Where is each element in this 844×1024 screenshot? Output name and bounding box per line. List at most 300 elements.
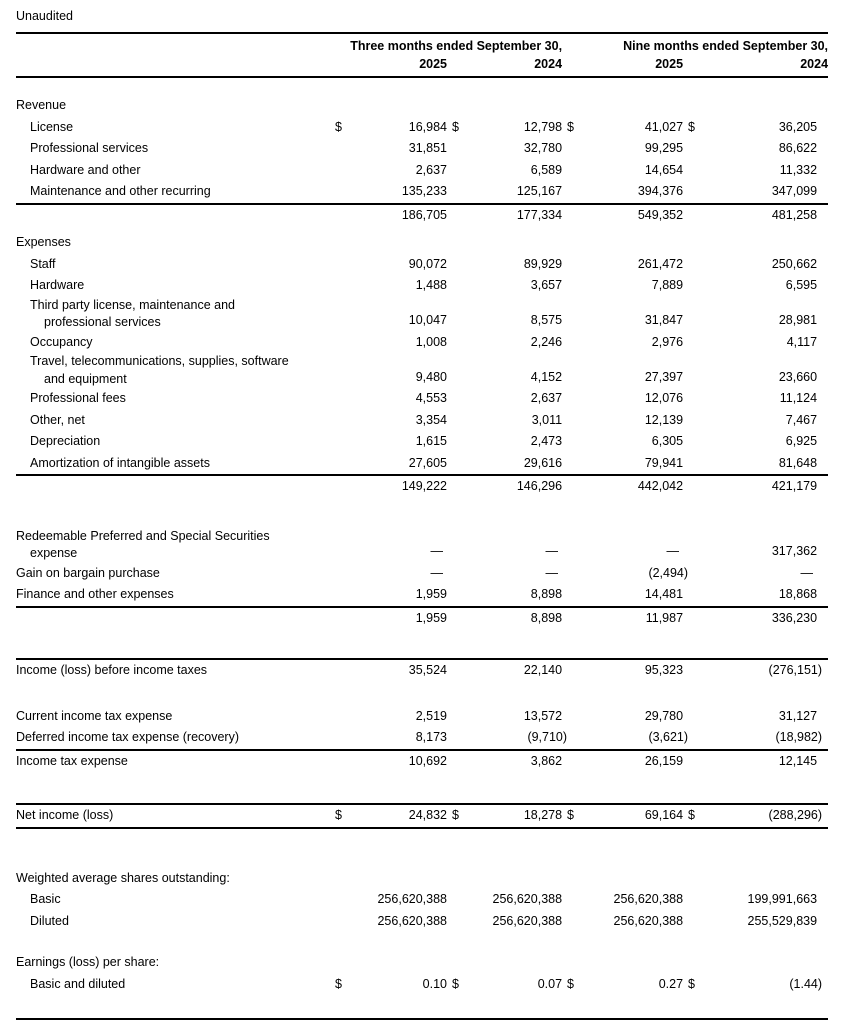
currency-symbol: [447, 528, 467, 563]
cell-value: —: [545, 565, 559, 580]
currency-symbol: [330, 584, 352, 607]
cell-value: [467, 952, 562, 974]
currency-symbol: [447, 431, 467, 453]
cell-value: (2,494): [648, 565, 689, 580]
currency-symbol: [447, 868, 467, 890]
overflow-pad-cell: [817, 607, 828, 630]
table-row: [16, 353, 828, 388]
overflow-pad-cell: [817, 952, 828, 974]
header-empty-cell: [16, 33, 330, 56]
overflow-pad-cell: [817, 297, 828, 332]
currency-symbol: [330, 160, 352, 182]
cell-value: [582, 952, 683, 974]
row-label: Revenue: [16, 98, 67, 112]
cell-value: [703, 868, 817, 890]
cell-value: 18,868: [778, 587, 818, 601]
currency-symbol: $: [567, 976, 574, 991]
cell-value: —: [430, 565, 443, 580]
cell-value: 10,692: [352, 750, 447, 773]
currency-symbol: [562, 528, 582, 563]
cell-value: 26,159: [582, 750, 683, 773]
currency-symbol: [562, 563, 582, 585]
table-row: [16, 659, 828, 682]
year-header: 2025: [582, 56, 683, 78]
currency-symbol: [683, 475, 703, 498]
currency-symbol: [330, 204, 352, 227]
row-label: Occupancy: [30, 334, 93, 349]
currency-symbol: [330, 868, 352, 890]
cell-value: (9,710): [527, 730, 568, 744]
cell-value: [703, 95, 817, 117]
currency-symbol: [330, 706, 352, 728]
currency-symbol: [330, 275, 352, 297]
cell-value: 256,620,388: [492, 892, 563, 906]
cell-value: 41,027: [644, 119, 684, 134]
table-header-years: [16, 56, 828, 78]
cell-value: 81,648: [778, 455, 818, 470]
cell-value: 8,173: [415, 730, 447, 744]
cell-value: 149,222: [352, 475, 447, 498]
spacer-cell: [16, 828, 828, 868]
currency-symbol: [447, 410, 467, 432]
currency-symbol: [447, 475, 467, 498]
currency-symbol: [447, 659, 467, 682]
cell-value: 27,605: [408, 455, 447, 470]
table-row: [16, 204, 828, 227]
cell-value: 256,620,388: [377, 892, 447, 906]
cell-value: (18,982): [775, 730, 823, 744]
currency-symbol: [683, 254, 703, 276]
row-label: Professional services: [30, 141, 149, 155]
currency-symbol: [683, 56, 703, 78]
cell-value: 6,595: [785, 278, 818, 292]
row-label: Depreciation: [30, 434, 101, 448]
cell-value: [352, 95, 447, 117]
currency-symbol: [562, 868, 582, 890]
currency-symbol: [562, 254, 582, 276]
currency-symbol: [330, 453, 352, 476]
currency-symbol: $: [452, 119, 459, 134]
cell-value: 3,657: [530, 278, 563, 292]
currency-symbol: [447, 332, 467, 354]
currency-symbol: [562, 410, 582, 432]
currency-symbol: [562, 706, 582, 728]
cell-value: 86,622: [778, 141, 818, 155]
currency-symbol: [562, 275, 582, 297]
row-label: Net income (loss): [16, 804, 330, 828]
currency-symbol: [330, 56, 352, 78]
year-header: 2024: [703, 56, 828, 78]
cell-value: 12,139: [644, 412, 684, 427]
cell-value: 8,898: [530, 587, 563, 601]
currency-symbol: [330, 138, 352, 160]
overflow-pad-cell: [817, 868, 828, 890]
spacer-row: [16, 629, 828, 659]
currency-symbol: [683, 232, 703, 254]
currency-symbol: [562, 453, 582, 476]
cell-value: 36,205: [778, 119, 818, 134]
currency-symbol: $: [335, 119, 342, 134]
currency-symbol: [683, 453, 703, 476]
unaudited-label: Unaudited: [16, 9, 73, 23]
row-label: Diluted: [30, 913, 69, 928]
currency-symbol: [562, 232, 582, 254]
currency-symbol: [447, 160, 467, 182]
statement-body: [16, 77, 828, 1020]
currency-symbol: [447, 275, 467, 297]
cell-value: 23,660: [778, 369, 818, 384]
cell-value: [352, 952, 447, 974]
row-label: Basic and diluted: [30, 976, 126, 991]
cell-value: 14,654: [644, 162, 684, 177]
cell-value: 1,959: [352, 607, 447, 630]
currency-symbol: $: [452, 976, 459, 991]
cell-value: 6,305: [651, 434, 684, 448]
table-row: [16, 889, 828, 911]
spacer-row: [16, 932, 828, 952]
currency-symbol: $: [683, 804, 703, 828]
year-header: 2025: [352, 56, 447, 78]
currency-symbol: [447, 56, 467, 78]
table-row: [16, 584, 828, 607]
currency-symbol: [562, 332, 582, 354]
cell-value: 2,246: [530, 334, 563, 349]
table-row: [16, 750, 828, 773]
currency-symbol: [683, 275, 703, 297]
row-label: Income (loss) before income taxes: [16, 659, 330, 682]
row-label: Hardware and other: [30, 162, 141, 177]
cell-value: [467, 868, 562, 890]
row-label: Finance and other expenses: [16, 587, 174, 601]
row-label: Amortization of intangible assets: [30, 455, 210, 470]
overflow-pad-cell: [817, 95, 828, 117]
currency-symbol: [447, 727, 467, 750]
currency-symbol: [683, 584, 703, 607]
currency-symbol: [447, 297, 467, 332]
spacer-cell: [16, 932, 828, 952]
cell-value: 2,976: [651, 334, 684, 349]
currency-symbol: [447, 181, 467, 204]
cell-value: [703, 952, 817, 974]
currency-symbol: [683, 911, 703, 933]
currency-symbol: [447, 204, 467, 227]
table-row: [16, 232, 828, 254]
currency-symbol: [562, 475, 582, 498]
cell-value: 2,473: [530, 434, 563, 448]
cell-value: 4,553: [415, 391, 447, 405]
row-label: Third party license, maintenance and professional services: [30, 297, 235, 329]
table-row: [16, 138, 828, 160]
cell-value: 250,662: [771, 256, 818, 271]
row-label: Expenses: [16, 235, 71, 249]
overflow-pad-cell: [817, 750, 828, 773]
spacer-row: [16, 682, 828, 706]
overflow-pad-cell: [817, 706, 828, 728]
row-label: Deferred income tax expense (recovery): [16, 730, 240, 744]
spacer-cell: [16, 498, 828, 528]
table-row: [16, 254, 828, 276]
cell-value: 336,230: [703, 607, 817, 630]
overflow-pad-cell: [817, 911, 828, 933]
cell-value: 481,258: [703, 204, 817, 227]
cell-value: 69,164: [582, 804, 683, 828]
income-statement-table: [16, 32, 828, 1020]
currency-symbol: [330, 95, 352, 117]
cell-value: 18,278: [467, 804, 562, 828]
table-row: [16, 974, 828, 996]
table-row: [16, 95, 828, 117]
cell-value: 394,376: [637, 184, 684, 198]
currency-symbol: [562, 181, 582, 204]
cell-value: 7,467: [785, 412, 818, 427]
year-header: 2024: [467, 56, 562, 78]
cell-value: —: [430, 544, 443, 558]
currency-symbol: [562, 889, 582, 911]
cell-value: 12,798: [523, 119, 563, 134]
spacer-row: [16, 828, 828, 868]
cell-value: 90,072: [408, 256, 447, 271]
currency-symbol: [562, 911, 582, 933]
cell-value: 7,889: [651, 278, 684, 292]
cell-value: 24,832: [352, 804, 447, 828]
table-row: [16, 297, 828, 332]
cell-value: 1,959: [415, 587, 447, 601]
currency-symbol: [683, 750, 703, 773]
currency-symbol: [330, 475, 352, 498]
currency-symbol: [330, 727, 352, 750]
row-label: Staff: [30, 256, 56, 271]
currency-symbol: [562, 607, 582, 630]
row-label: Weighted average shares outstanding:: [16, 870, 230, 885]
cell-value: [352, 232, 447, 254]
currency-symbol: [447, 607, 467, 630]
cell-value: 4,152: [530, 369, 563, 384]
table-row: [16, 332, 828, 354]
currency-symbol: [683, 431, 703, 453]
cell-value: 177,334: [467, 204, 562, 227]
cell-value: 99,295: [644, 141, 684, 155]
overflow-pad-cell: [817, 475, 828, 498]
cell-value: 28,981: [778, 313, 818, 327]
cell-value: [582, 868, 683, 890]
cell-value: 31,127: [778, 708, 818, 723]
table-row: [16, 117, 828, 139]
cell-value: 0.10: [422, 976, 447, 991]
cell-value: [467, 95, 562, 117]
table-row: [16, 952, 828, 974]
overflow-pad-cell: [817, 275, 828, 297]
bottom-rule: [16, 1019, 828, 1020]
currency-symbol: [562, 353, 582, 388]
overflow-pad-cell: [817, 353, 828, 388]
cell-value: (288,296): [703, 804, 817, 828]
currency-symbol: [683, 332, 703, 354]
currency-symbol: [683, 297, 703, 332]
overflow-pad-cell: [817, 181, 828, 204]
currency-symbol: [330, 911, 352, 933]
row-label: Current income tax expense: [16, 708, 173, 723]
currency-symbol: [447, 353, 467, 388]
cell-value: [352, 868, 447, 890]
row-label: Maintenance and other recurring: [30, 184, 211, 198]
currency-symbol: [447, 453, 467, 476]
cell-value: (1.44): [789, 976, 823, 991]
currency-symbol: [330, 952, 352, 974]
currency-symbol: [683, 138, 703, 160]
overflow-pad-cell: [817, 388, 828, 410]
cell-value: 27,397: [644, 369, 684, 384]
cell-value: 32,780: [523, 141, 563, 155]
overflow-pad-cell: [817, 563, 828, 585]
currency-symbol: [330, 181, 352, 204]
currency-symbol: [330, 528, 352, 563]
cell-value: (3,621): [648, 730, 689, 744]
cell-value: 1,488: [415, 278, 447, 292]
cell-value: 11,987: [582, 607, 683, 630]
table-row: [16, 868, 828, 890]
currency-symbol: [683, 607, 703, 630]
currency-symbol: [447, 584, 467, 607]
currency-symbol: [447, 254, 467, 276]
col-group-three-months: Three months ended September 30,: [330, 33, 562, 56]
cell-value: 13,572: [523, 708, 563, 723]
currency-symbol: [562, 659, 582, 682]
table-row: [16, 607, 828, 630]
row-label: Gain on bargain purchase: [16, 565, 160, 580]
table-row: [16, 275, 828, 297]
cell-value: 8,898: [467, 607, 562, 630]
table-row: [16, 727, 828, 750]
table-header-groups: [16, 33, 828, 56]
cell-value: 31,851: [408, 141, 447, 155]
spacer-cell: [16, 629, 828, 659]
currency-symbol: [447, 95, 467, 117]
currency-symbol: [447, 232, 467, 254]
currency-symbol: $: [562, 804, 582, 828]
currency-symbol: [562, 56, 582, 78]
currency-symbol: $: [335, 976, 342, 991]
cell-value: 1,008: [415, 334, 447, 349]
row-label: Redeemable Preferred and Special Securities expense: [16, 528, 270, 560]
currency-symbol: [330, 353, 352, 388]
cell-value: 31,847: [644, 313, 684, 327]
cell-value: —: [800, 565, 814, 580]
currency-symbol: [562, 204, 582, 227]
spacer-cell: [16, 1019, 828, 1020]
currency-symbol: [683, 659, 703, 682]
currency-symbol: [683, 952, 703, 974]
overflow-pad-cell: [817, 117, 828, 139]
currency-symbol: [447, 889, 467, 911]
cell-value: [582, 95, 683, 117]
currency-symbol: [683, 528, 703, 563]
cell-value: 0.27: [658, 976, 684, 991]
cell-value: 3,354: [415, 412, 447, 427]
cell-value: —: [545, 544, 559, 558]
currency-symbol: [683, 706, 703, 728]
currency-symbol: [447, 138, 467, 160]
currency-symbol: [330, 563, 352, 585]
table-row: [16, 804, 828, 828]
row-label: Income tax expense: [16, 750, 330, 773]
currency-symbol: [562, 297, 582, 332]
currency-symbol: [562, 95, 582, 117]
row-label: Earnings (loss) per share:: [16, 955, 160, 969]
spacer-cell: [16, 77, 828, 95]
currency-symbol: [447, 706, 467, 728]
cell-value: [582, 232, 683, 254]
spacer-row: [16, 77, 828, 95]
overflow-pad-cell: [817, 584, 828, 607]
cell-value: [467, 232, 562, 254]
cell-value: 95,323: [582, 659, 683, 682]
spacer-cell: [16, 995, 828, 1019]
currency-symbol: [683, 889, 703, 911]
table-row: [16, 706, 828, 728]
cell-value: 199,991,663: [747, 892, 818, 906]
currency-symbol: [562, 750, 582, 773]
cell-value: 79,941: [644, 455, 684, 470]
row-label: [16, 607, 330, 630]
cell-value: 6,589: [530, 162, 563, 177]
currency-symbol: [447, 911, 467, 933]
cell-value: 0.07: [537, 976, 563, 991]
row-label: Basic: [30, 892, 61, 906]
table-row: [16, 388, 828, 410]
currency-symbol: $: [688, 976, 695, 991]
cell-value: 1,615: [415, 434, 447, 448]
cell-value: 12,076: [644, 391, 684, 405]
cell-value: —: [666, 544, 680, 558]
overflow-pad-cell: [817, 160, 828, 182]
currency-symbol: [562, 431, 582, 453]
currency-symbol: [447, 388, 467, 410]
currency-symbol: [683, 204, 703, 227]
overflow-pad-cell: [817, 254, 828, 276]
cell-value: 135,233: [401, 184, 447, 198]
cell-value: 2,519: [415, 708, 447, 723]
cell-value: 442,042: [582, 475, 683, 498]
currency-symbol: [683, 181, 703, 204]
currency-symbol: [683, 868, 703, 890]
cell-value: 549,352: [582, 204, 683, 227]
table-row: [16, 181, 828, 204]
cell-value: 11,124: [779, 391, 818, 405]
currency-symbol: [330, 410, 352, 432]
cell-value: 11,332: [779, 162, 818, 177]
cell-value: 256,620,388: [492, 913, 563, 928]
currency-symbol: [683, 353, 703, 388]
currency-symbol: [562, 160, 582, 182]
header-empty-cell: [16, 56, 330, 78]
cell-value: 10,047: [408, 313, 447, 327]
overflow-pad-cell: [817, 332, 828, 354]
cell-value: 256,620,388: [377, 913, 447, 928]
overflow-pad-cell: [817, 410, 828, 432]
row-label: [16, 204, 330, 227]
row-label: Travel, telecommunications, supplies, software and equipment: [30, 354, 289, 386]
cell-value: 9,480: [415, 369, 447, 384]
cell-value: 2,637: [415, 162, 447, 177]
currency-symbol: [683, 160, 703, 182]
spacer-row: [16, 498, 828, 528]
cell-value: 14,481: [644, 587, 684, 601]
cell-value: [703, 232, 817, 254]
table-row: [16, 160, 828, 182]
table-row: [16, 563, 828, 585]
currency-symbol: [330, 332, 352, 354]
cell-value: 2,637: [530, 391, 563, 405]
